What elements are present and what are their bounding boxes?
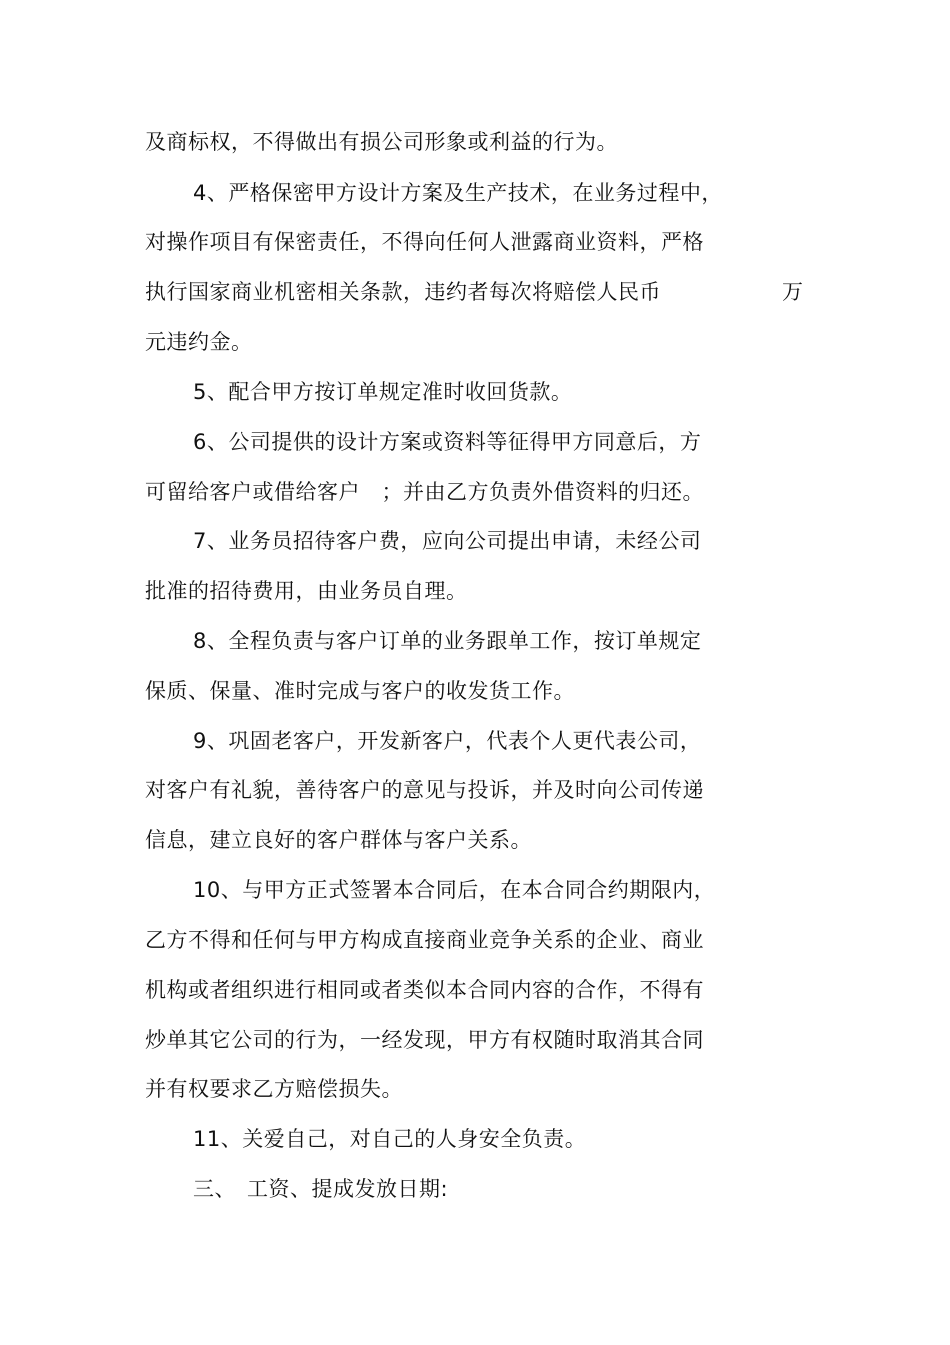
text-line: 批准的招待费用，由业务员自理。 — [145, 579, 468, 603]
text-line: 执行国家商业机密相关条款，违约者每次将赔偿人民币 — [145, 280, 661, 304]
text-line: 对客户有礼貌，善待客户的意见与投诉，并及时向公司传递 — [145, 778, 704, 802]
text-line: 并有权要求乙方赔偿损失。 — [145, 1077, 403, 1101]
clause-7-line: 7、业务员招待客户费，应向公司提出申请，未经公司 — [193, 529, 702, 553]
clause-11-line: 11、关爱自己，对自己的人身安全负责。 — [193, 1127, 587, 1151]
text-line: 元违约金。 — [145, 330, 253, 354]
clause-10-line: 10、与甲方正式签署本合同后，在本合同合约期限内， — [193, 878, 716, 902]
section-3-heading: 三、 工资、提成发放日期: — [193, 1177, 449, 1201]
text-line: 及商标权，不得做出有损公司形象或利益的行为。 — [145, 130, 618, 154]
clause-6-line: 6、公司提供的设计方案或资料等征得甲方同意后，方 — [193, 430, 702, 454]
text-line: 乙方不得和任何与甲方构成直接商业竞争关系的企业、商业 — [145, 928, 704, 952]
clause-8-line: 8、全程负责与客户订单的业务跟单工作，按订单规定 — [193, 629, 702, 653]
text-line: 可留给客户或借给客户 ；并由乙方负责外借资料的归还。 — [145, 480, 704, 504]
clause-4-line: 4、严格保密甲方设计方案及生产技术，在业务过程中， — [193, 181, 723, 205]
text-line: 对操作项目有保密责任，不得向任何人泄露商业资料，严格 — [145, 230, 704, 254]
text-line: 信息，建立良好的客户群体与客户关系。 — [145, 828, 532, 852]
clause-9-line: 9、巩固老客户，开发新客户，代表个人更代表公司， — [193, 729, 702, 753]
text-line: 炒单其它公司的行为，一经发现，甲方有权随时取消其合同 — [145, 1028, 704, 1052]
amount-unit-text: 万 — [782, 280, 803, 304]
text-line: 机构或者组织进行相同或者类似本合同内容的合作，不得有 — [145, 978, 704, 1002]
text-line: 保质、保量、准时完成与客户的收发货工作。 — [145, 679, 575, 703]
clause-5-line: 5、配合甲方按订单规定准时收回货款。 — [193, 380, 573, 404]
